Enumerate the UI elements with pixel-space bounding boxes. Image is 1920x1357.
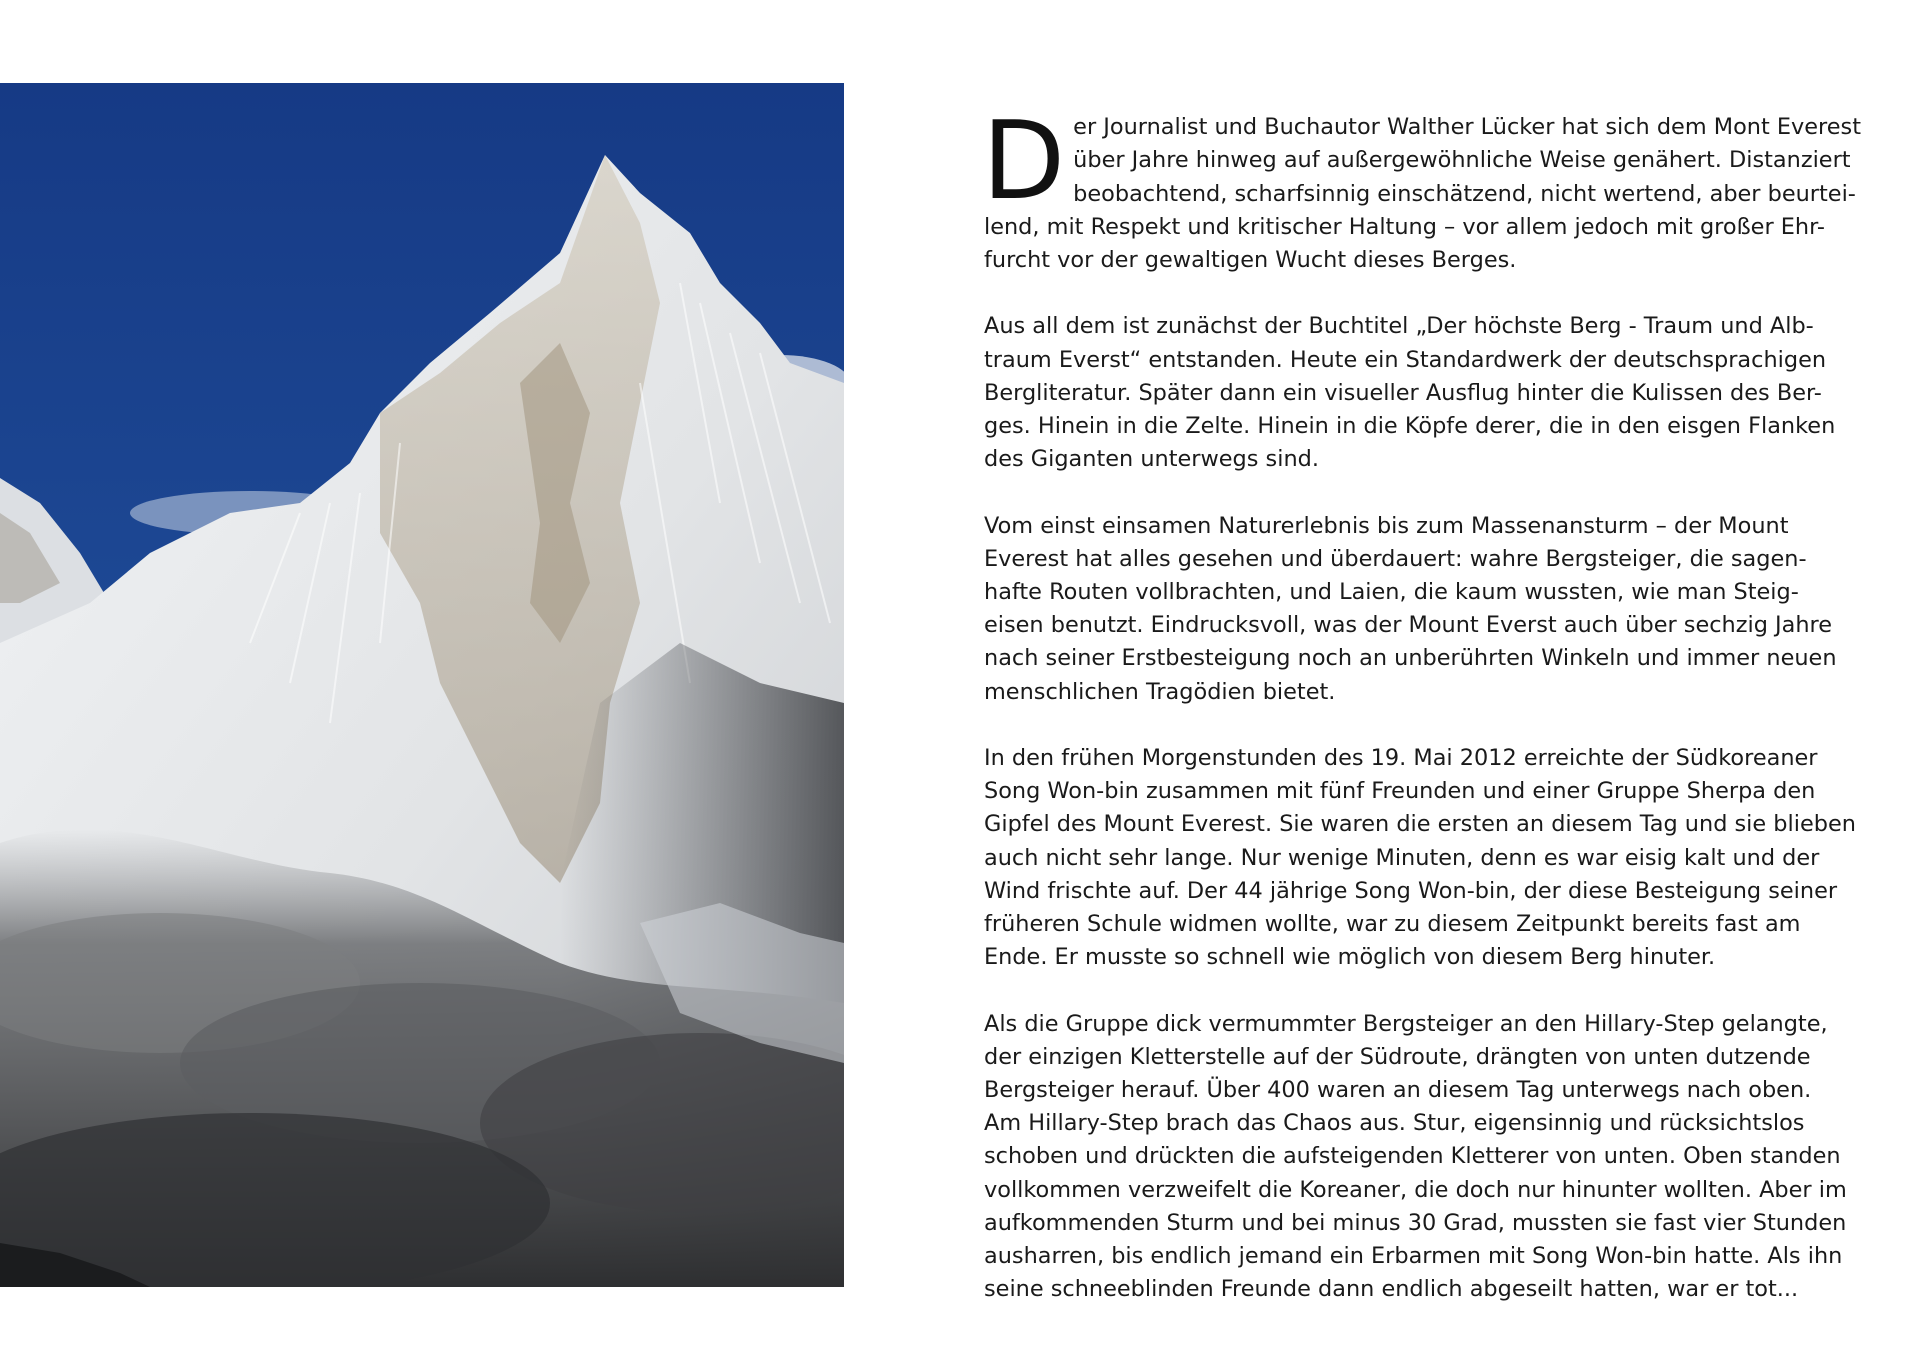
article-paragraph: Aus all dem ist zunächst der Buchtitel „Der höchste Berg - Traum und Alb- traum Everst“ entstanden. Heute ein Standardwerk der deutschsprachigen Bergliteratur. Später dann ein visueller Ausflug hinter die Kulissen des Ber- ges. Hinein in die Zelte. Hinein in die Köpfe derer, die in den eisgen Flanken des Giganten unterwegs sind. <box>984 313 1836 473</box>
mountain-photo-image <box>0 83 844 1287</box>
article-paragraph: In den frühen Morgenstunden des 19. Mai 2012 erreichte der Südkoreaner Song Won-bin zusammen mit fünf Freunden und einer Gruppe Sherpa den Gipfel des Mount Everest. Sie waren die ersten an diesem Tag und sie blieben auch nicht sehr lange. Nur wenige Minuten, denn es war eisig kalt und der Wind frischte auf. Der 44 jährige Song Won-bin, der diese Besteigung seiner früheren Schule widmen wollte, war zu diesem Zeitpunkt bereits fast am Ende. Er musste so schnell wie möglich von diesem Berg hinuter. <box>984 745 1856 971</box>
article-paragraph: Als die Gruppe dick vermummter Bergsteiger an den Hillary-Step gelangte, der einzigen Kletterstelle auf der Südroute, drängten von unten dutzende Bergsteiger herauf. Über 400 waren an diesem Tag unterwegs nach oben. Am Hillary-Step brach das Chaos aus. Stur, eigensinnig und rücksichtslos schoben und drückten die aufsteigenden Kletterer von unten. Oben standen vollkommen verzweifelt die Koreaner, die doch nur hinunter wollten. Aber im aufkommenden Sturm und bei minus 30 Grad, mussten sie fast vier Stunden ausharren, bis endlich jemand ein Erbarmen mit Song Won-bin hatte. Als ihn seine schneeblinden Freunde dann endlich abgeseilt hatten, war er tot... <box>984 1010 1847 1303</box>
article-paragraph: Vom einst einsamen Naturerlebnis bis zum Massenansturm – der Mount Everest hat alles gesehen und überdauert: wahre Bergsteiger, die sagen- hafte Routen vollbrachten, und Laien, die kaum wussten, wie man Steig- eisen benutzt. Eindrucksvoll, was der Mount Everst auch über sechzig Jahre nach seiner Erstbesteigung noch an unberührten Winkeln und immer neuen menschlichen Tragödien bietet. <box>984 512 1837 705</box>
drop-cap: D <box>982 99 1066 225</box>
first-paragraph-text: er Journalist und Buchautor Walther Lücker hat sich dem Mont Everest über Jahre hinweg auf außergewöhnliche Weise genähert. Distanziert beobachtend, scharfsinnig einschätzend, nicht wertend, aber beurtei- lend, mit Respekt und kritischer Haltung – vor allem jedoch mit großer Ehr- furcht vor der gewaltigen Wucht dieses Berges. <box>984 114 1861 274</box>
article-paragraph <box>984 78 1864 277</box>
mountain-photo <box>0 83 844 1287</box>
article-text <box>984 78 1864 1306</box>
